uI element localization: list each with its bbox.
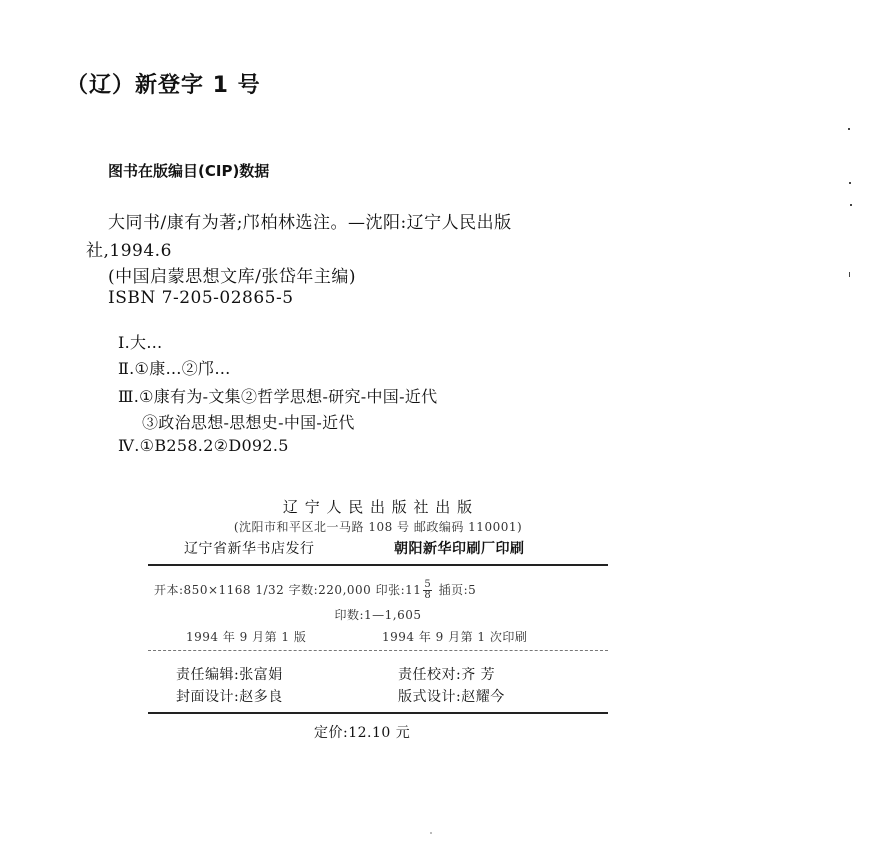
divider-top bbox=[148, 564, 608, 566]
sheets-numerator: 5 bbox=[424, 579, 432, 590]
cip-isbn: ISBN 7-205-02865-5 bbox=[108, 288, 294, 308]
sheets-fraction bbox=[423, 580, 432, 601]
classification-5: Ⅳ.①B258.2②D092.5 bbox=[118, 436, 289, 455]
publisher-address: (沈阳市和平区北一马路 108 号 邮政编码 110001) bbox=[233, 520, 523, 534]
sheets-denominator: 8 bbox=[424, 590, 432, 601]
cip-line-3: (中国启蒙思想文库/张岱年主编) bbox=[108, 267, 356, 287]
cover-design-credit: 封面设计:赵多良 bbox=[176, 689, 283, 705]
scan-speck bbox=[849, 182, 851, 184]
format-line bbox=[154, 580, 476, 601]
print-count: 印数:1—1,605 bbox=[334, 608, 422, 622]
price: 定价:12.10 元 bbox=[314, 725, 411, 741]
divider-bottom bbox=[148, 712, 608, 714]
publisher-name: 辽 宁 人 民 出 版 社 出 版 bbox=[282, 498, 474, 516]
classification-3: Ⅲ.①康有为-文集②哲学思想-研究-中国-近代 bbox=[118, 387, 438, 406]
edition: 1994 年 9 月第 1 版 bbox=[186, 630, 307, 644]
cip-line-2: 社,1994.6 bbox=[86, 241, 172, 261]
editor-credit: 责任编辑:张富娟 bbox=[176, 667, 283, 683]
scan-speck bbox=[850, 204, 852, 206]
printing: 1994 年 9 月第 1 次印刷 bbox=[382, 630, 528, 644]
printer: 朝阳新华印刷厂印刷 bbox=[394, 541, 525, 557]
plates: 插页:5 bbox=[438, 583, 477, 597]
layout-design-credit: 版式设计:赵耀今 bbox=[398, 689, 505, 705]
classification-1: Ⅰ.大… bbox=[118, 333, 163, 352]
scan-speck bbox=[848, 128, 850, 130]
distributor: 辽宁省新华书店发行 bbox=[184, 541, 315, 557]
classification-4: ③政治思想-思想史-中国-近代 bbox=[142, 413, 355, 432]
divider-middle bbox=[148, 650, 608, 651]
format-prefix: 开本:850×1168 1/32 字数:220,000 印张:11 bbox=[154, 583, 422, 597]
registration-number: （辽）新登字 1 号 bbox=[66, 73, 261, 98]
scan-speck bbox=[849, 272, 850, 277]
cip-line-1: 大同书/康有为著;邝柏林选注。—沈阳:辽宁人民出版 bbox=[108, 213, 512, 233]
cip-title: 图书在版编目(CIP)数据 bbox=[108, 162, 270, 180]
scan-speck bbox=[430, 832, 432, 834]
classification-2: Ⅱ.①康…②邝… bbox=[118, 359, 231, 378]
proofreader-credit: 责任校对:齐 芳 bbox=[398, 667, 496, 683]
